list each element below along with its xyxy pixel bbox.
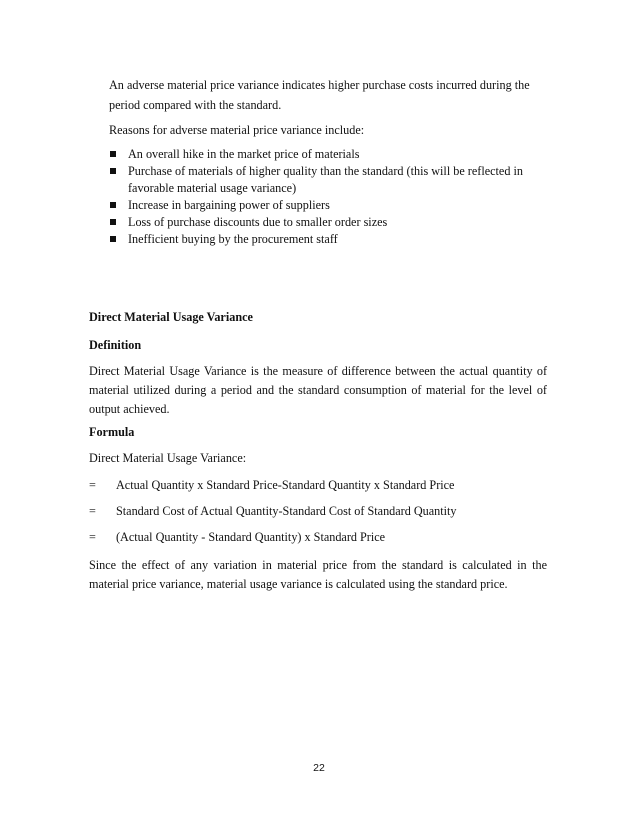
definition-paragraph: Direct Material Usage Variance is the measure of difference between the actual quantity of material utilized during a period and the standard consumption of material for the level of output achieved.: [89, 364, 547, 416]
reasons-lead-text: Reasons for adverse material price variance include:: [109, 123, 365, 137]
square-bullet-icon: [110, 151, 116, 157]
formula-expression: Standard Cost of Actual Quantity-Standard Cost of Standard Quantity: [116, 504, 457, 518]
intro-paragraph: An adverse material price variance indicates higher purchase costs incurred during the period compared with the standard.: [109, 78, 530, 112]
square-bullet-icon: [110, 236, 116, 242]
list-item: [109, 146, 549, 163]
closing-paragraph: Since the effect of any variation in material price from the standard is calculated in the material price variance, material usage variance is calculated using the standard price.: [89, 558, 547, 591]
list-item-text: Inefficient buying by the procurement staff: [128, 232, 338, 246]
list-item: [109, 214, 549, 231]
reasons-list: [109, 146, 549, 248]
square-bullet-icon: [110, 168, 116, 174]
list-item: [109, 231, 549, 248]
section-title: Direct Material Usage Variance: [89, 310, 253, 324]
list-item-text: Loss of purchase discounts due to smaller order sizes: [128, 215, 388, 229]
formula-heading: Formula: [89, 425, 135, 439]
definition-heading: Definition: [89, 338, 142, 352]
formula-label: Direct Material Usage Variance:: [89, 451, 247, 465]
list-item-text: Purchase of materials of higher quality than the standard (this will be reflected in favorable material usage variance): [128, 164, 523, 195]
formula-expression: Actual Quantity x Standard Price-Standard Quantity x Standard Price: [116, 478, 455, 492]
equals-sign: =: [89, 478, 96, 492]
equals-sign: =: [89, 504, 96, 518]
formula-expression: (Actual Quantity - Standard Quantity) x Standard Price: [116, 530, 386, 544]
list-item: [109, 163, 549, 197]
page-number: 22: [313, 762, 325, 774]
square-bullet-icon: [110, 202, 116, 208]
list-item-text: An overall hike in the market price of materials: [128, 147, 360, 161]
list-item-text: Increase in bargaining power of suppliers: [128, 198, 330, 212]
list-item: [109, 197, 549, 214]
square-bullet-icon: [110, 219, 116, 225]
equals-sign: =: [89, 530, 96, 544]
